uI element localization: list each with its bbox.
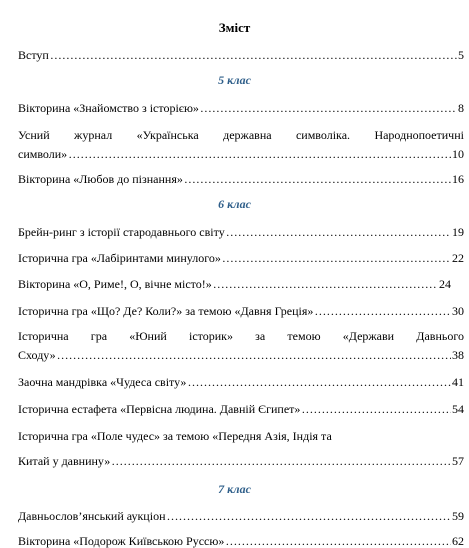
toc-entry[interactable] <box>18 277 464 291</box>
toc-entry-page: 54 <box>452 402 464 416</box>
toc-entry-text: Вікторина «Знайомство з історією» <box>18 101 199 115</box>
toc-entry-page: 30 <box>452 304 464 318</box>
page-title: Зміст <box>218 20 251 35</box>
toc-entry[interactable] <box>18 509 464 523</box>
word: державна <box>223 128 272 142</box>
toc-entry[interactable] <box>18 172 464 186</box>
word: історик» <box>189 329 233 343</box>
toc-entry-text: Історична гра «Поле чудес» за темою «Передня Азія, Індія та <box>18 429 332 443</box>
leader-dots <box>187 375 451 389</box>
toc-entry-text: Вікторина «О, Риме!, О, вічне місто!» <box>18 277 212 291</box>
toc-entry-page: 19 <box>452 225 464 239</box>
toc-entry-text: символи» <box>18 147 68 161</box>
toc-entry-page: 10 <box>452 147 464 161</box>
word: Давнього <box>416 329 464 343</box>
word: «Держави <box>342 329 395 343</box>
toc-entry-text: Вступ <box>18 48 49 62</box>
leader-dots <box>184 172 451 186</box>
toc-entry-page: 5 <box>458 48 464 62</box>
toc-entry-page: 22 <box>452 251 464 265</box>
section-heading-7: 7 клас <box>218 482 251 496</box>
toc-entry-page: 38 <box>452 348 464 362</box>
leader-dots <box>57 348 451 362</box>
toc-entry-text: Китай у давнину» <box>18 454 111 468</box>
toc-entry-page: 62 <box>452 534 464 548</box>
toc-entry-page: 59 <box>452 509 464 523</box>
toc-entry[interactable] <box>18 429 464 468</box>
toc-entry-page: 57 <box>452 454 464 468</box>
toc-entry-text: Брейн-ринг з історії стародавнього світу <box>18 225 225 239</box>
word: символіка. <box>295 128 351 142</box>
word: Народнопоетичні <box>374 128 464 142</box>
word: Історична <box>18 329 69 343</box>
toc-entry[interactable] <box>18 534 464 548</box>
toc-entry[interactable] <box>18 329 464 362</box>
leader-dots <box>68 147 451 161</box>
section-heading-6: 6 клас <box>218 197 251 211</box>
word: «Українська <box>136 128 199 142</box>
toc-entry[interactable] <box>18 375 464 389</box>
leader-dots <box>226 225 451 239</box>
leader-dots <box>167 509 452 523</box>
toc-entry-text: Заочна мандрівка «Чудеса світу» <box>18 375 187 389</box>
word: за <box>255 329 266 343</box>
leader-dots <box>225 534 451 548</box>
toc-entry-page: 16 <box>452 172 464 186</box>
toc-entry[interactable] <box>18 101 464 115</box>
toc-entry[interactable] <box>18 304 464 318</box>
toc-entry-page: 41 <box>452 375 464 389</box>
toc-entry-page: 24 <box>439 277 451 291</box>
toc-entry-page: 8 <box>458 101 464 115</box>
section-heading-5: 5 клас <box>218 73 251 87</box>
toc-entry-text-line <box>18 128 464 142</box>
word: темою <box>287 329 321 343</box>
word: журнал <box>74 128 113 142</box>
leader-dots <box>111 454 451 468</box>
toc-entry-text-line <box>18 329 464 343</box>
word: «Юний <box>129 329 167 343</box>
toc-entry-text: Вікторина «Любов до пізнання» <box>18 172 183 186</box>
leader-dots <box>301 402 451 416</box>
toc-entry-text: Історична гра «Що? Де? Коли?» за темою «Давня Греція» <box>18 304 314 318</box>
toc-entry-text: Вікторина «Подорож Київською Руссю» <box>18 534 225 548</box>
leader-dots <box>222 251 451 265</box>
toc-entry-intro[interactable] <box>18 48 464 62</box>
toc-entry-text: Історична гра «Лабіринтами минулого» <box>18 251 221 265</box>
leader-dots <box>314 304 451 318</box>
toc-entry[interactable] <box>18 128 464 161</box>
toc-entry[interactable] <box>18 251 464 265</box>
toc-entry-text: Сходу» <box>18 348 56 362</box>
toc-entry[interactable] <box>18 225 464 239</box>
word: гра <box>90 329 108 343</box>
leader-dots <box>200 101 457 115</box>
leader-dots <box>50 48 457 62</box>
toc-entry[interactable] <box>18 402 464 416</box>
word: Усний <box>18 128 50 142</box>
toc-entry-text: Історична естафета «Первісна людина. Давній Єгипет» <box>18 402 301 416</box>
toc-entry-text: Давньослов’янський аукціон <box>18 509 166 523</box>
leader-dots <box>213 277 438 291</box>
